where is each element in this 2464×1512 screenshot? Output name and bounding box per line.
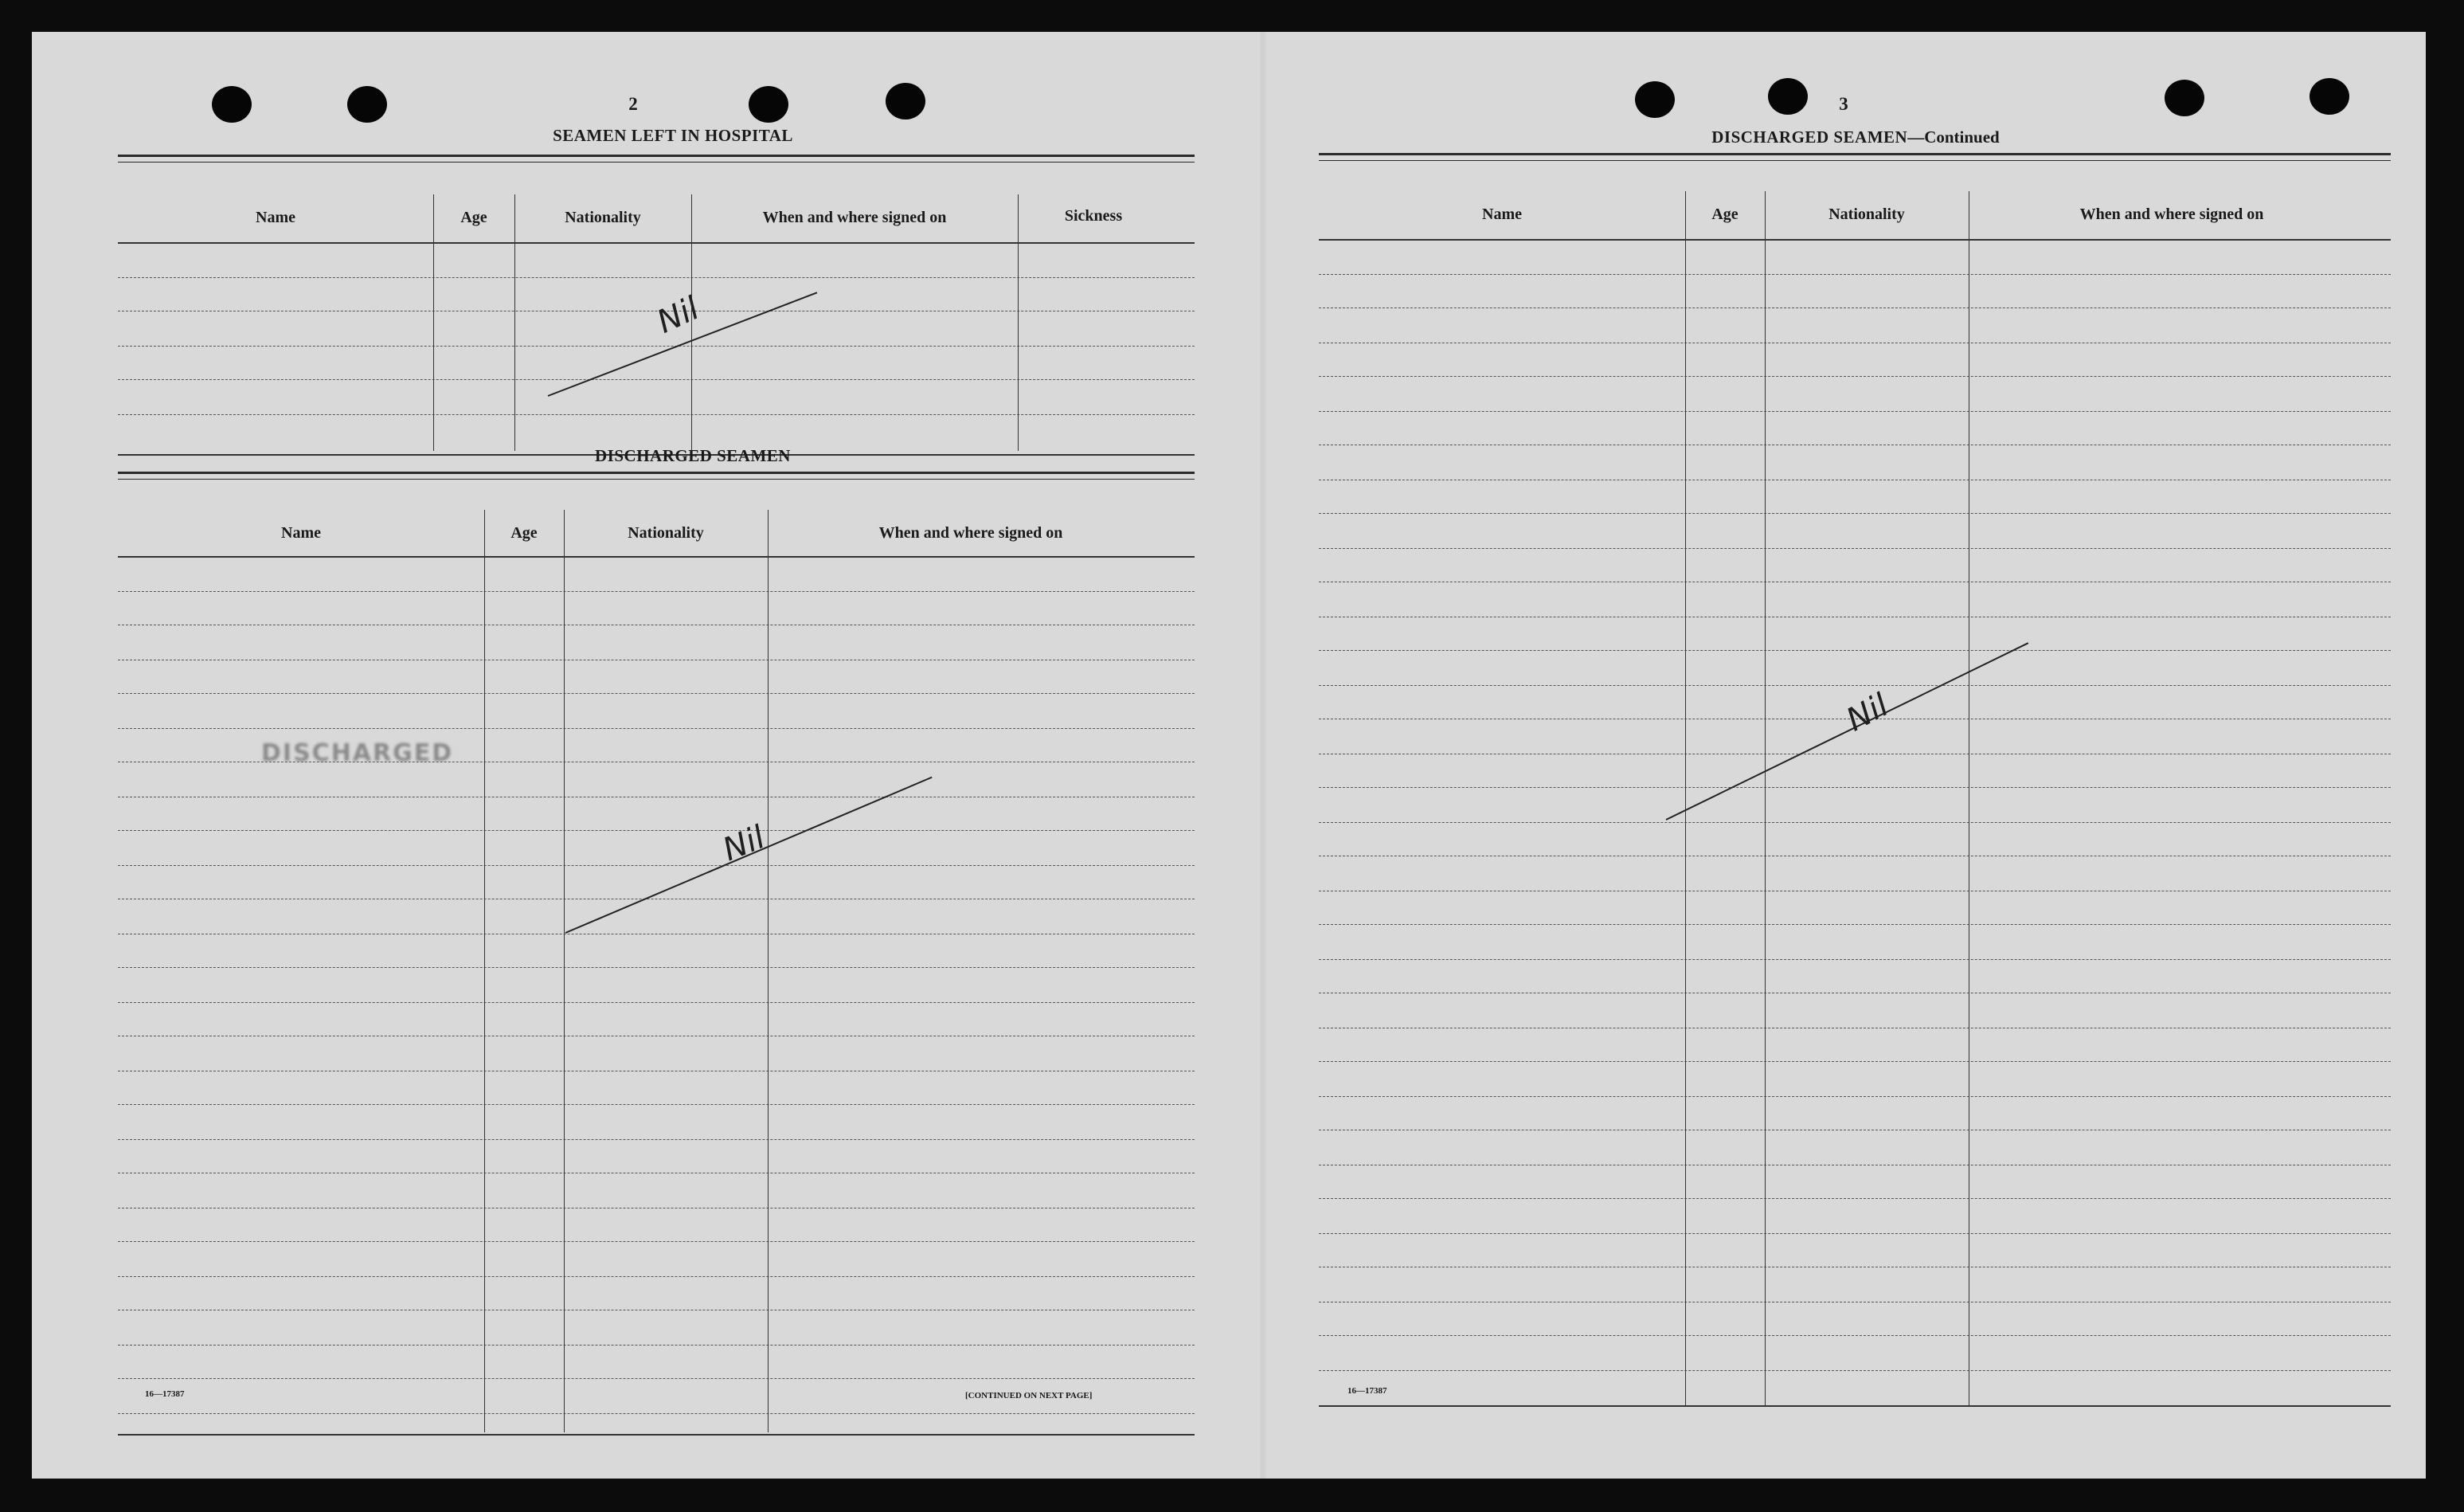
discharged-continued-table xyxy=(1319,153,2391,1412)
column-header-signed-on: When and where signed on xyxy=(878,524,1063,542)
column-header-nationality: Nationality xyxy=(565,209,641,226)
continued-suffix: —Continued xyxy=(1907,127,2000,147)
punch-hole xyxy=(886,83,925,119)
column-header-nationality: Nationality xyxy=(1828,206,1905,223)
page-number: 3 xyxy=(1839,94,1848,114)
nil-entry: Nil xyxy=(651,290,705,341)
punch-hole xyxy=(749,86,788,123)
punch-hole xyxy=(2310,78,2349,115)
column-header-age: Age xyxy=(510,524,538,542)
nil-entry: Nil xyxy=(718,819,770,869)
hospital-table xyxy=(118,155,1195,456)
punch-hole xyxy=(1635,81,1675,118)
column-header-nationality: Nationality xyxy=(628,524,704,542)
continued-note: [CONTINUED ON NEXT PAGE] xyxy=(965,1391,1093,1400)
form-number: 16—17387 xyxy=(145,1389,185,1399)
column-header-age: Age xyxy=(1711,206,1738,223)
nil-strike-line xyxy=(1666,642,2029,821)
column-header-signed-on: When and where signed on xyxy=(762,209,947,226)
faded-stamp: DISCHARGED xyxy=(261,739,454,767)
column-header-name: Name xyxy=(256,209,295,226)
nil-entry: Nil xyxy=(1840,687,1895,739)
column-header-sickness: Sickness xyxy=(1064,207,1123,225)
punch-hole xyxy=(212,86,252,123)
column-header-age: Age xyxy=(460,209,487,226)
form-number: 16—17387 xyxy=(1347,1386,1387,1396)
discharged-table xyxy=(118,472,1195,1442)
punch-hole xyxy=(347,86,387,123)
discharged-section-title: DISCHARGED SEAMEN xyxy=(595,446,791,465)
register-sheet xyxy=(32,32,2426,1479)
column-header-signed-on: When and where signed on xyxy=(2079,206,2264,223)
punch-hole xyxy=(2165,80,2204,116)
discharged-continued-title xyxy=(1656,127,2055,147)
page-fold xyxy=(1260,32,1266,1479)
hospital-section-title: SEAMEN LEFT IN HOSPITAL xyxy=(553,126,793,145)
page-number: 2 xyxy=(628,94,638,114)
section-title: DISCHARGED SEAMEN xyxy=(1711,127,1908,147)
punch-hole xyxy=(1768,78,1808,115)
column-header-name: Name xyxy=(1482,206,1522,223)
column-header-name: Name xyxy=(281,524,321,542)
